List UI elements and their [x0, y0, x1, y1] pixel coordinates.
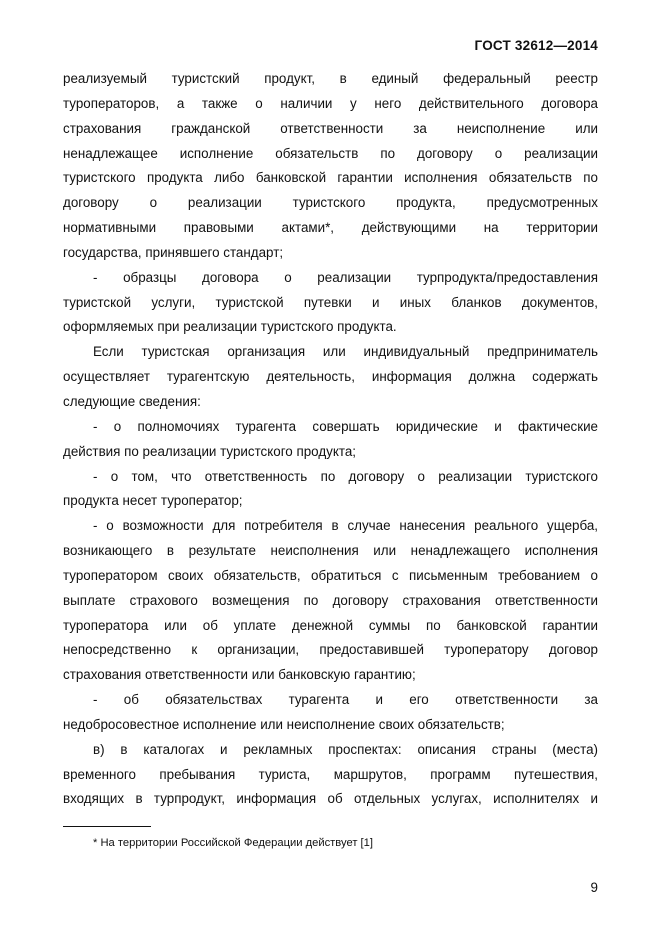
body-line: туристской услуги, туристской путевки и иных бланков документов,	[63, 294, 598, 310]
body-line: реализуемый туристский продукт, в единый федеральный реестр	[63, 71, 598, 86]
body-line: - о возможности для потребителя в случае нанесения реального ущерба,	[93, 518, 598, 534]
body-line: туроператором своих обязательств, обратиться с письменным требованием о	[63, 567, 598, 583]
body-line: в) в каталогах и рекламных проспектах: описания страны (места)	[93, 741, 598, 757]
body-line: ненадлежащее исполнение обязательств по договору о реализации	[63, 145, 598, 161]
body-line: выплате страхового возмещения по договору страхования ответственности	[63, 592, 598, 608]
body-line: оформляемых при реализации туристского продукта.	[63, 319, 397, 335]
body-line: следующие сведения:	[63, 393, 201, 409]
body-line: недобросовестное исполнение или неисполнение своих обязательств;	[63, 716, 505, 732]
body-line: - о том, что ответственность по договору о реализации туристского	[93, 468, 598, 484]
body-line: договору о реализации туристского продукта, предусмотренных	[63, 195, 598, 211]
body-line: действия по реализации туристского продукта;	[63, 443, 356, 459]
body-line: нормативными правовыми актами*, действующими на территории	[63, 220, 598, 236]
body-line: продукта несет туроператор;	[63, 493, 243, 509]
body-line: временного пребывания туриста, маршрутов, программ путешествия,	[63, 766, 598, 782]
body-line: - об обязательствах турагента и его ответственности за	[93, 692, 598, 708]
body-line: туристского продукта либо банковской гарантии исполнения обязательств по	[63, 170, 598, 186]
body-line: страхования гражданской ответственности за неисполнение или	[63, 120, 598, 136]
body-line: туроператоров, а также о наличии у него действительного договора	[63, 95, 598, 111]
body-line: - образцы договора о реализации турпродукта/предоставления	[93, 269, 598, 285]
body-line: входящих в турпродукт, информация об отдельных услугах, исполнителях и	[63, 791, 598, 807]
body-line: - о полномочиях турагента совершать юридические и фактические	[93, 418, 598, 434]
body-line: осуществляет турагентскую деятельность, информация должна содержать	[63, 369, 598, 385]
body-line: возникающего в результате неисполнения или ненадлежащего исполнения	[63, 543, 598, 559]
body-line: туроператора или об уплате денежной суммы по банковской гарантии	[63, 617, 598, 633]
page-number: 9	[590, 880, 598, 895]
body-line: Если туристская организация или индивидуальный предприниматель	[93, 344, 598, 360]
document-body	[63, 67, 598, 812]
body-line: государства, принявшего стандарт;	[63, 244, 284, 260]
footnote: * На территории Российской Федерации действует [1]	[93, 837, 373, 849]
document-header: ГОСТ 32612—2014	[474, 38, 598, 53]
footnote-divider	[63, 826, 151, 827]
body-line: страхования ответственности или банковскую гарантию;	[63, 667, 416, 683]
body-line: непосредственно к организации, предоставившей туроператору договор	[63, 642, 598, 658]
